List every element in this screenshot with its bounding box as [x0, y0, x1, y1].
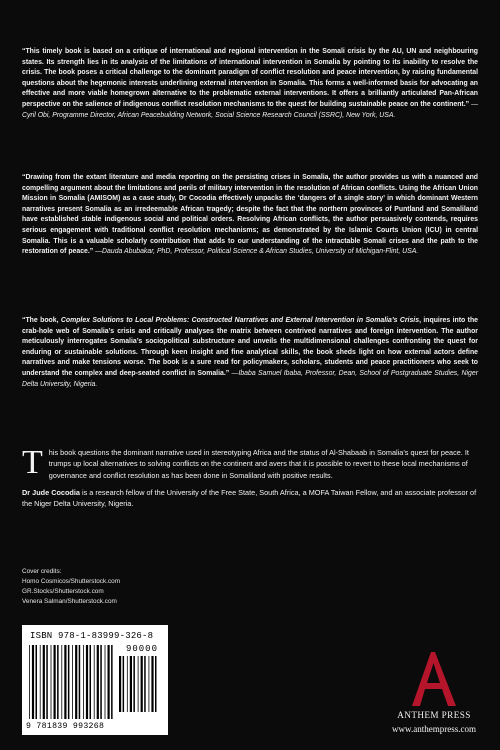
barcode-bar [155, 656, 157, 712]
publisher-logo [376, 648, 492, 738]
publisher-name: ANTHEM PRESS [397, 710, 471, 720]
barcode-bar [72, 645, 73, 719]
quote-text: , inquires into the crab-hole web of Somalia’s crisis and critically analyses the matrix between contrived narratives and foreign intervention. The author meticulously interrogates Somalia’s sociopolitical substructure and unveils the multidimensional challenges confronting the quest for enduring or sustainable solutions. Through keen insight and fine analytical skills, the book sheds light on how external actors define narratives and make tensions worse. The book is a sure read for policymakers, scholars, students and peace practitioners who seek to understand the complex and deep-seated conflict in Somalia.” [22, 317, 478, 377]
barcode-bar [29, 645, 30, 719]
barcode-bar [133, 656, 135, 712]
book-description [22, 444, 478, 481]
barcode-bar [86, 645, 88, 719]
barcode-bar [111, 645, 113, 719]
barcode-bar [130, 656, 132, 712]
endorsement-quote [22, 316, 478, 390]
cover-credits [22, 567, 222, 607]
barcode-bar [138, 656, 139, 712]
anthem-a-icon [406, 648, 462, 708]
barcode-bar [127, 656, 128, 712]
barcode-bar [46, 645, 48, 719]
credit-line: GR.Stocks/Shutterstock.com [22, 588, 104, 595]
quote-attribution: —Dauda Abubakar, PhD, Professor, Political Science & African Studies, University of Michigan-Flint, USA. [95, 248, 419, 256]
barcode-bar [94, 645, 95, 719]
barcode-bar [149, 656, 150, 712]
barcode-bar [119, 656, 121, 712]
quote-attribution: —Cyril Obi, Programme Director, African Peacebuilding Network, Social Science Research Council (SSRC), New York, USA. [22, 100, 478, 119]
barcode-bar [151, 656, 153, 712]
barcode-bar [57, 645, 59, 719]
barcode-bar [61, 645, 62, 719]
barcode-bar [51, 645, 52, 719]
barcode-bar [97, 645, 99, 719]
barcode-bar [68, 645, 70, 719]
barcode-bar [75, 645, 77, 719]
barcode-addon-bars [118, 656, 160, 712]
quote-attribution: —Ibaba Samuel Ibaba, Professor, Dean, School of Postgraduate Studies, Niger Delta University, Nigeria. [22, 369, 478, 388]
credits-heading: Cover credits: [22, 568, 62, 575]
endorsement-quote [22, 47, 478, 121]
quote-text: “This timely book is based on a critique of international and regional intervention in the Somali crisis by the AU, UN and neighbouring states. Its strength lies in its analysis of the limitations of international intervention in Somalia by pointing to its inability to resolve the crisis. The book poses a critical challenge to the dominant paradigm of conflict resolution and peace intervention, by raising fundamental questions about the hegemonic interests underlining external intervention in Somalia. This forms a well-informed basis for advocating an effective and more viable homegrown alternative to the problematic external interventions. It offers a brilliantly articulated Pan-African perspective on the salience of indigenous conflict resolution mechanisms to the quest for building sustainable peace on the continent.” [22, 48, 478, 108]
barcode-bar [141, 656, 143, 712]
barcode-bar [108, 645, 110, 719]
barcode-bar [123, 656, 125, 712]
isbn-label: ISBN 978-1-83999-326-8 [30, 631, 154, 641]
barcode-bar [79, 645, 81, 719]
barcode-bar [105, 645, 106, 719]
drop-cap: T [22, 444, 43, 481]
quote-prefix: “The book, [22, 317, 61, 324]
barcode-bar [32, 645, 34, 719]
credit-line: Homo Cosmicos/Shutterstock.com [22, 578, 121, 585]
barcode-bar [54, 645, 56, 719]
description-text: his book questions the dominant narrative used in stereotyping Africa and the status of Al-Shabaab in Somalia’s quest for peace. It trumps up local alternatives to solving conflicts on the continent and avers that it is possible to revert to these local mechanisms of governance and conflict resolution as has been done in Somaliland with positive results. [48, 448, 469, 480]
author-name: Dr Jude Cocodia [22, 488, 80, 497]
isbn-barcode [22, 625, 168, 735]
barcode-bar [90, 645, 92, 719]
barcode-bar [43, 645, 45, 719]
endorsement-quote [22, 173, 478, 258]
barcode-bar [144, 656, 146, 712]
barcode-number: 9 781839 993268 [26, 722, 105, 731]
barcode-bar [100, 645, 102, 719]
barcode-bar [40, 645, 41, 719]
price-code: 90000 [125, 644, 158, 654]
barcode-bar [83, 645, 84, 719]
credit-line: Venera Salman/Shutterstock.com [22, 598, 117, 605]
author-bio-text: is a research fellow of the University of the Free State, South Africa, a MOFA Taiwan Fellow, and an associate professor of the Niger Delta University, Nigeria. [22, 488, 477, 509]
author-bio [22, 487, 478, 510]
barcode-bars [28, 645, 116, 719]
barcode-bar [36, 645, 38, 719]
quote-text: “Drawing from the extant literature and media reporting on the persisting crises in Somalia, the author provides us with a nuanced and compelling argument about the limitations and perils of military intervention in the resolution of African conflicts. Using the African Union Mission in Somalia (AMISOM) as a case study, Dr Cocodia effectively unpacks the ‘dangers of a single story’ in which dominant Western narratives present Somalia as an irredeemable African tragedy; despite the fact that the northern provinces of Puntland and Somaliland have established stable indigenous social and political orders. Resolving African conflicts, the author persuasively contends, requires serious engagement with traditional conflict resolution mechanisms; as demonstrated by the Islamic Courts Union (ICU) in central Somalia. This is a valuable scholarly contribution that adds to our understanding of the intractable Somali crises and the path to the restoration of peace.” [22, 174, 478, 256]
publisher-url: www.anthempress.com [392, 724, 476, 734]
barcode-bar [64, 645, 66, 719]
book-title: Complex Solutions to Local Problems: Constructed Narratives and External Intervention in Somalia’s Crisis [60, 317, 420, 324]
